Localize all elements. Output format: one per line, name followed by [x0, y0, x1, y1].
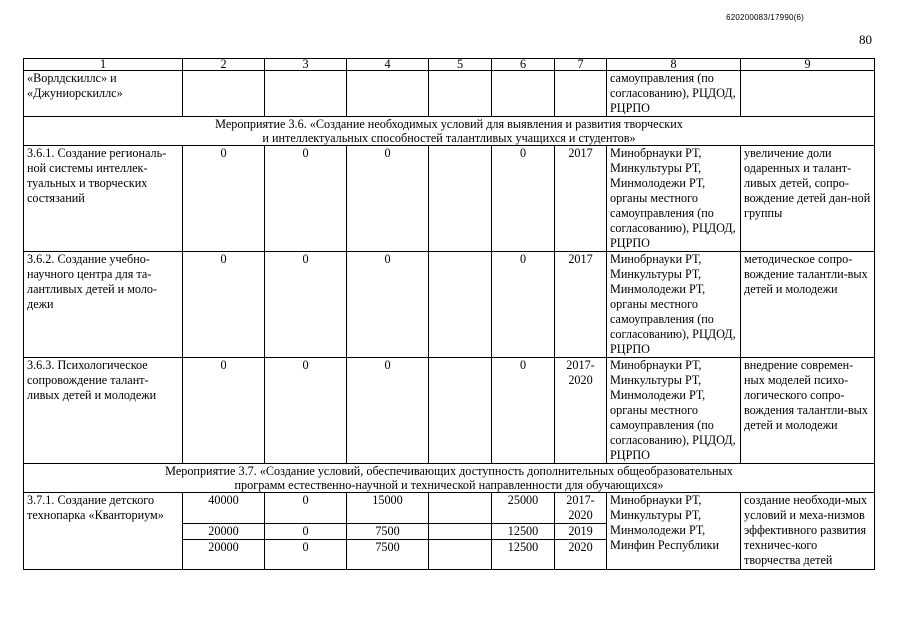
value-cell: 0 [347, 252, 429, 358]
value-cell: 40000 [183, 493, 265, 524]
year-cell: 2019 [555, 524, 607, 540]
col-header: 2 [183, 59, 265, 71]
section-heading-row [24, 117, 875, 146]
responsible-bodies: Минобрнауки РТ, Минкультуры РТ, Минмолодежи РТ, органы местного самоуправления (по согласованию), РЦДОД, РЦРПО [607, 252, 741, 358]
value-cell: 0 [265, 252, 347, 358]
section-heading-row [24, 464, 875, 493]
responsible-bodies: Минобрнауки РТ, Минкультуры РТ, Минмолодежи РТ, органы местного самоуправления (по согласованию), РЦДОД, РЦРПО [607, 146, 741, 252]
col-header: 3 [265, 59, 347, 71]
year-cell: 2017 [555, 146, 607, 252]
table-row [24, 358, 875, 464]
budget-table [23, 58, 875, 570]
col-header: 9 [741, 59, 875, 71]
value-cell: 20000 [183, 524, 265, 540]
expected-result: создание необходи-мых условий и меха-низмов эффективного развития техничес-кого творчества детей [741, 493, 875, 570]
value-cell [429, 524, 492, 540]
table-row [24, 146, 875, 252]
responsible-bodies: Минобрнауки РТ, Минкультуры РТ, Минмолодежи РТ, Минфин Республики [607, 493, 741, 570]
responsible-bodies: Минобрнауки РТ, Минкультуры РТ, Минмолодежи РТ, органы местного самоуправления (по согласованию), РЦДОД, РЦРПО [607, 358, 741, 464]
expected-result: методическое сопро-вождение талантли-вых детей и молодежи [741, 252, 875, 358]
page-number: 80 [859, 32, 872, 47]
value-cell: 0 [347, 358, 429, 464]
document-id: 620200083/17990(6) [726, 13, 804, 22]
year-cell: 2020 [555, 540, 607, 570]
activity-name: 3.6.3. Психологическое сопровождение талант-ливых детей и молодежи [24, 358, 183, 464]
value-cell [429, 146, 492, 252]
value-cell [429, 493, 492, 524]
column-number-row [24, 59, 875, 71]
responsible-bodies: самоуправления (по согласованию), РЦДОД, РЦРПО [607, 71, 741, 117]
activity-name: 3.6.2. Создание учебно-научного центра для та-лантливых детей и моло-дежи [24, 252, 183, 358]
value-cell: 0 [492, 358, 555, 464]
value-cell: 0 [265, 524, 347, 540]
col-header: 7 [555, 59, 607, 71]
activity-name: 3.7.1. Создание детского технопарка «Кванториум» [24, 493, 183, 570]
value-cell: 0 [492, 146, 555, 252]
value-cell: 0 [183, 146, 265, 252]
value-cell: 12500 [492, 524, 555, 540]
value-cell [429, 540, 492, 570]
table-row [24, 71, 875, 117]
value-cell: 0 [265, 493, 347, 524]
col-header: 4 [347, 59, 429, 71]
col-header: 1 [24, 59, 183, 71]
table-row [24, 493, 875, 524]
value-cell: 15000 [347, 493, 429, 524]
year-cell: 2017-2020 [555, 358, 607, 464]
activity-name: 3.6.1. Создание региональ-ной системы интеллек-туальных и творческих состязаний [24, 146, 183, 252]
section-heading: Мероприятие 3.6. «Создание необходимых условий для выявления и развития творческих и интеллектуальных способностей талантливых учащихся и студентов» [24, 117, 875, 146]
col-header: 8 [607, 59, 741, 71]
value-cell [429, 358, 492, 464]
value-cell: 7500 [347, 524, 429, 540]
value-cell: 0 [492, 252, 555, 358]
value-cell: 0 [265, 146, 347, 252]
expected-result: увеличение доли одаренных и талант-ливых детей, сопро-вождение детей дан-ной группы [741, 146, 875, 252]
year-cell: 2017 [555, 252, 607, 358]
value-cell: 12500 [492, 540, 555, 570]
table-row [24, 252, 875, 358]
value-cell: 0 [265, 358, 347, 464]
value-cell: 25000 [492, 493, 555, 524]
value-cell: 7500 [347, 540, 429, 570]
section-heading: Мероприятие 3.7. «Создание условий, обеспечивающих доступность дополнительных общеобразовательных программ естественно-научной и технической направленности для обучающихся» [24, 464, 875, 493]
value-cell: 0 [183, 252, 265, 358]
col-header: 6 [492, 59, 555, 71]
value-cell [429, 252, 492, 358]
activity-name: «Ворлдскиллс» и «Джуниорскиллс» [24, 71, 183, 117]
value-cell: 20000 [183, 540, 265, 570]
expected-result: внедрение современ-ных моделей психо-логического сопро-вождения талантли-вых детей и молодежи [741, 358, 875, 464]
year-cell: 2017-2020 [555, 493, 607, 524]
value-cell: 0 [183, 358, 265, 464]
value-cell: 0 [347, 146, 429, 252]
col-header: 5 [429, 59, 492, 71]
value-cell: 0 [265, 540, 347, 570]
